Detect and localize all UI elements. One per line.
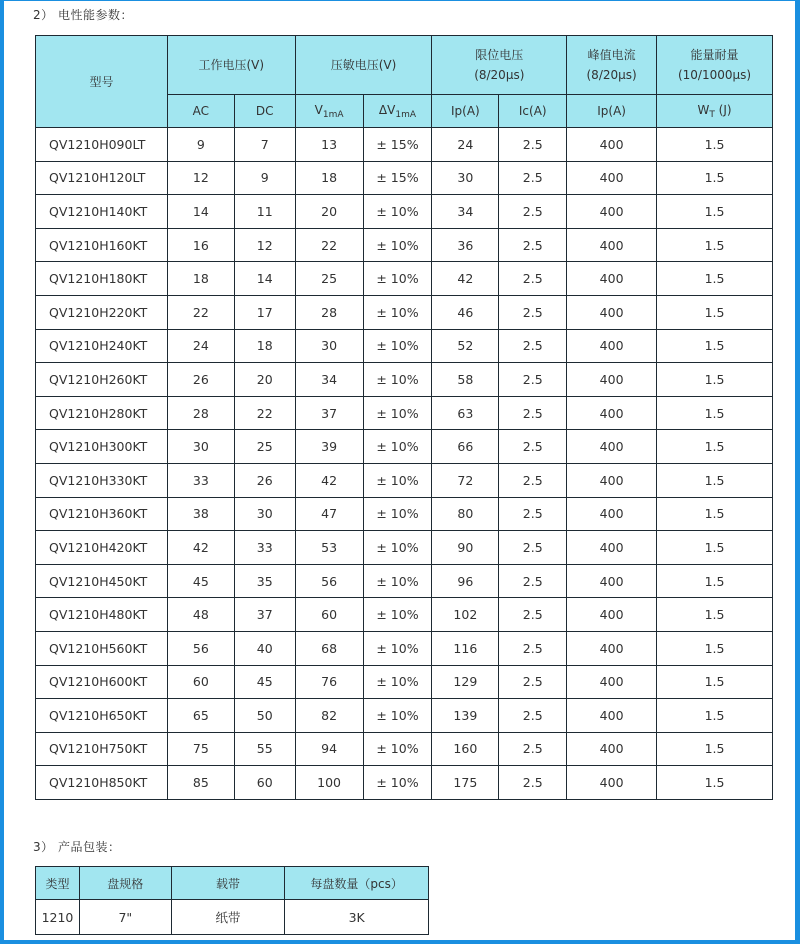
cell-tolerance: ± 10% — [363, 262, 432, 296]
cell-peak-ip: 400 — [567, 128, 657, 162]
cell-ic: 2.5 — [499, 262, 567, 296]
table-row — [36, 430, 773, 464]
header-energy-line1: 能量耐量 — [690, 48, 739, 62]
cell-tolerance: ± 10% — [363, 564, 432, 598]
cell-model: QV1210H120LT — [36, 161, 168, 195]
cell-ac: 18 — [167, 262, 234, 296]
cell-tolerance: ± 10% — [363, 430, 432, 464]
cell-ac: 30 — [167, 430, 234, 464]
cell-model: QV1210H450KT — [36, 564, 168, 598]
subheader-ac: AC — [167, 95, 234, 128]
table-row — [36, 732, 773, 766]
cell-model: QV1210H090LT — [36, 128, 168, 162]
cell-ac: 60 — [167, 665, 234, 699]
subheader-dc: DC — [234, 95, 295, 128]
wt-main: W — [697, 102, 710, 117]
table-row — [36, 161, 773, 195]
wt-sub: T — [709, 109, 715, 120]
cell-tolerance: ± 10% — [363, 195, 432, 229]
cell-v1ma: 18 — [295, 161, 363, 195]
cell-clamp-ip: 116 — [432, 631, 499, 665]
cell-peak-ip: 400 — [567, 329, 657, 363]
cell-energy: 1.5 — [657, 430, 773, 464]
cell-model: QV1210H650KT — [36, 699, 168, 733]
cell-peak-ip: 400 — [567, 262, 657, 296]
pack-header-quantity: 每盘数量（pcs） — [285, 867, 429, 900]
cell-clamp-ip: 24 — [432, 128, 499, 162]
cell-model: QV1210H240KT — [36, 329, 168, 363]
cell-peak-ip: 400 — [567, 665, 657, 699]
table-row — [36, 531, 773, 565]
cell-energy: 1.5 — [657, 363, 773, 397]
cell-energy: 1.5 — [657, 195, 773, 229]
table-row — [36, 564, 773, 598]
cell-energy: 1.5 — [657, 531, 773, 565]
pack-cell-type: 1210 — [36, 900, 80, 935]
cell-tolerance: ± 10% — [363, 631, 432, 665]
table-row — [36, 497, 773, 531]
cell-v1ma: 42 — [295, 463, 363, 497]
table-row — [36, 598, 773, 632]
cell-ic: 2.5 — [499, 128, 567, 162]
cell-model: QV1210H330KT — [36, 463, 168, 497]
cell-v1ma: 68 — [295, 631, 363, 665]
cell-ac: 75 — [167, 732, 234, 766]
v1ma-main: V — [314, 102, 323, 117]
cell-energy: 1.5 — [657, 699, 773, 733]
cell-v1ma: 39 — [295, 430, 363, 464]
cell-peak-ip: 400 — [567, 598, 657, 632]
cell-ic: 2.5 — [499, 732, 567, 766]
cell-v1ma: 94 — [295, 732, 363, 766]
cell-dc: 7 — [234, 128, 295, 162]
cell-energy: 1.5 — [657, 766, 773, 800]
cell-ac: 42 — [167, 531, 234, 565]
cell-v1ma: 22 — [295, 228, 363, 262]
cell-ac: 38 — [167, 497, 234, 531]
cell-dc: 37 — [234, 598, 295, 632]
cell-model: QV1210H260KT — [36, 363, 168, 397]
cell-ac: 26 — [167, 363, 234, 397]
cell-peak-ip: 400 — [567, 766, 657, 800]
cell-clamp-ip: 96 — [432, 564, 499, 598]
cell-ic: 2.5 — [499, 766, 567, 800]
cell-peak-ip: 400 — [567, 363, 657, 397]
cell-v1ma: 53 — [295, 531, 363, 565]
cell-ic: 2.5 — [499, 631, 567, 665]
cell-dc: 26 — [234, 463, 295, 497]
cell-tolerance: ± 10% — [363, 497, 432, 531]
header-energy — [657, 36, 773, 95]
cell-clamp-ip: 80 — [432, 497, 499, 531]
cell-tolerance: ± 10% — [363, 531, 432, 565]
cell-ac: 9 — [167, 128, 234, 162]
cell-ic: 2.5 — [499, 329, 567, 363]
cell-peak-ip: 400 — [567, 631, 657, 665]
cell-tolerance: ± 15% — [363, 161, 432, 195]
cell-peak-ip: 400 — [567, 195, 657, 229]
cell-v1ma: 20 — [295, 195, 363, 229]
cell-model: QV1210H140KT — [36, 195, 168, 229]
cell-tolerance: ± 10% — [363, 228, 432, 262]
cell-dc: 9 — [234, 161, 295, 195]
cell-ic: 2.5 — [499, 430, 567, 464]
cell-energy: 1.5 — [657, 295, 773, 329]
header-peak-current — [567, 36, 657, 95]
param-table-body — [36, 128, 773, 800]
cell-peak-ip: 400 — [567, 732, 657, 766]
electrical-parameters-table — [35, 35, 773, 800]
cell-energy: 1.5 — [657, 128, 773, 162]
cell-peak-ip: 400 — [567, 228, 657, 262]
cell-ac: 22 — [167, 295, 234, 329]
subheader-dv1ma — [363, 95, 432, 128]
cell-dc: 45 — [234, 665, 295, 699]
cell-ac: 12 — [167, 161, 234, 195]
cell-clamp-ip: 30 — [432, 161, 499, 195]
cell-tolerance: ± 10% — [363, 732, 432, 766]
table-row — [36, 665, 773, 699]
cell-ic: 2.5 — [499, 564, 567, 598]
cell-energy: 1.5 — [657, 161, 773, 195]
cell-peak-ip: 400 — [567, 497, 657, 531]
dv1ma-sub: 1mA — [395, 109, 416, 120]
cell-model: QV1210H420KT — [36, 531, 168, 565]
header-clamp-voltage — [432, 36, 567, 95]
cell-ac: 56 — [167, 631, 234, 665]
v1ma-sub: 1mA — [322, 109, 344, 120]
cell-model: QV1210H360KT — [36, 497, 168, 531]
cell-energy: 1.5 — [657, 497, 773, 531]
header-clamp-voltage-line1: 限位电压 — [475, 48, 524, 62]
cell-model: QV1210H600KT — [36, 665, 168, 699]
cell-tolerance: ± 10% — [363, 363, 432, 397]
cell-v1ma: 37 — [295, 396, 363, 430]
pack-header-reel-size: 盘规格 — [79, 867, 171, 900]
header-clamp-voltage-line2: (8/20μs) — [474, 68, 525, 82]
cell-model: QV1210H160KT — [36, 228, 168, 262]
cell-dc: 55 — [234, 732, 295, 766]
header-row — [36, 36, 773, 95]
table-row — [36, 631, 773, 665]
cell-peak-ip: 400 — [567, 699, 657, 733]
subheader-wt — [657, 95, 773, 128]
cell-clamp-ip: 160 — [432, 732, 499, 766]
cell-dc: 40 — [234, 631, 295, 665]
cell-dc: 18 — [234, 329, 295, 363]
cell-ac: 24 — [167, 329, 234, 363]
table-row — [36, 128, 773, 162]
cell-v1ma: 34 — [295, 363, 363, 397]
header-varistor-voltage: 压敏电压(V) — [295, 36, 432, 95]
cell-ac: 48 — [167, 598, 234, 632]
cell-dc: 60 — [234, 766, 295, 800]
cell-energy: 1.5 — [657, 598, 773, 632]
cell-clamp-ip: 129 — [432, 665, 499, 699]
cell-clamp-ip: 102 — [432, 598, 499, 632]
cell-energy: 1.5 — [657, 329, 773, 363]
table-row — [36, 195, 773, 229]
cell-clamp-ip: 46 — [432, 295, 499, 329]
cell-dc: 14 — [234, 262, 295, 296]
table-row — [36, 396, 773, 430]
table-row — [36, 766, 773, 800]
pack-header-type: 类型 — [36, 867, 80, 900]
cell-ic: 2.5 — [499, 497, 567, 531]
header-working-voltage: 工作电压(V) — [167, 36, 295, 95]
packaging-table — [35, 866, 429, 935]
cell-clamp-ip: 34 — [432, 195, 499, 229]
cell-energy: 1.5 — [657, 732, 773, 766]
cell-ac: 85 — [167, 766, 234, 800]
cell-tolerance: ± 10% — [363, 463, 432, 497]
cell-tolerance: ± 10% — [363, 598, 432, 632]
cell-ac: 28 — [167, 396, 234, 430]
cell-energy: 1.5 — [657, 228, 773, 262]
cell-tolerance: ± 10% — [363, 295, 432, 329]
cell-v1ma: 28 — [295, 295, 363, 329]
cell-ic: 2.5 — [499, 531, 567, 565]
cell-peak-ip: 400 — [567, 396, 657, 430]
cell-energy: 1.5 — [657, 665, 773, 699]
pack-header-carrier-tape: 载带 — [171, 867, 285, 900]
cell-v1ma: 13 — [295, 128, 363, 162]
cell-dc: 17 — [234, 295, 295, 329]
cell-model: QV1210H480KT — [36, 598, 168, 632]
cell-energy: 1.5 — [657, 396, 773, 430]
table-row — [36, 329, 773, 363]
cell-ac: 14 — [167, 195, 234, 229]
pack-header-row — [36, 867, 429, 900]
cell-model: QV1210H560KT — [36, 631, 168, 665]
cell-energy: 1.5 — [657, 631, 773, 665]
cell-peak-ip: 400 — [567, 161, 657, 195]
cell-tolerance: ± 10% — [363, 396, 432, 430]
cell-ic: 2.5 — [499, 463, 567, 497]
cell-ic: 2.5 — [499, 699, 567, 733]
cell-dc: 22 — [234, 396, 295, 430]
cell-energy: 1.5 — [657, 463, 773, 497]
cell-model: QV1210H850KT — [36, 766, 168, 800]
cell-dc: 50 — [234, 699, 295, 733]
cell-v1ma: 47 — [295, 497, 363, 531]
subheader-ip: Ip(A) — [432, 95, 499, 128]
cell-v1ma: 60 — [295, 598, 363, 632]
cell-dc: 11 — [234, 195, 295, 229]
cell-ic: 2.5 — [499, 665, 567, 699]
cell-ic: 2.5 — [499, 228, 567, 262]
header-model: 型号 — [36, 36, 168, 128]
cell-ic: 2.5 — [499, 161, 567, 195]
cell-v1ma: 30 — [295, 329, 363, 363]
cell-energy: 1.5 — [657, 564, 773, 598]
cell-peak-ip: 400 — [567, 430, 657, 464]
table-row — [36, 463, 773, 497]
cell-dc: 33 — [234, 531, 295, 565]
cell-dc: 25 — [234, 430, 295, 464]
cell-energy: 1.5 — [657, 262, 773, 296]
cell-ic: 2.5 — [499, 363, 567, 397]
cell-v1ma: 100 — [295, 766, 363, 800]
cell-dc: 12 — [234, 228, 295, 262]
pack-cell-reel-size: 7" — [79, 900, 171, 935]
wt-unit: (J) — [714, 102, 732, 117]
cell-clamp-ip: 52 — [432, 329, 499, 363]
cell-clamp-ip: 58 — [432, 363, 499, 397]
table-row — [36, 228, 773, 262]
table-row — [36, 699, 773, 733]
cell-ac: 16 — [167, 228, 234, 262]
cell-clamp-ip: 63 — [432, 396, 499, 430]
cell-clamp-ip: 36 — [432, 228, 499, 262]
cell-tolerance: ± 10% — [363, 329, 432, 363]
cell-ic: 2.5 — [499, 598, 567, 632]
pack-cell-quantity: 3K — [285, 900, 429, 935]
cell-clamp-ip: 66 — [432, 430, 499, 464]
cell-v1ma: 56 — [295, 564, 363, 598]
cell-tolerance: ± 10% — [363, 699, 432, 733]
cell-peak-ip: 400 — [567, 463, 657, 497]
pack-cell-carrier-tape: 纸带 — [171, 900, 285, 935]
cell-model: QV1210H220KT — [36, 295, 168, 329]
cell-v1ma: 76 — [295, 665, 363, 699]
cell-clamp-ip: 139 — [432, 699, 499, 733]
cell-model: QV1210H180KT — [36, 262, 168, 296]
table-row — [36, 295, 773, 329]
header-peak-current-line1: 峰值电流 — [587, 48, 636, 62]
cell-dc: 35 — [234, 564, 295, 598]
cell-ac: 45 — [167, 564, 234, 598]
subheader-ic: Ic(A) — [499, 95, 567, 128]
cell-model: QV1210H300KT — [36, 430, 168, 464]
cell-dc: 30 — [234, 497, 295, 531]
cell-tolerance: ± 15% — [363, 128, 432, 162]
subheader-ip-peak: Ip(A) — [567, 95, 657, 128]
cell-clamp-ip: 72 — [432, 463, 499, 497]
header-peak-current-line2: (8/20μs) — [586, 68, 637, 82]
cell-ac: 65 — [167, 699, 234, 733]
cell-v1ma: 82 — [295, 699, 363, 733]
cell-peak-ip: 400 — [567, 295, 657, 329]
subheader-v1ma — [295, 95, 363, 128]
cell-peak-ip: 400 — [567, 531, 657, 565]
cell-model: QV1210H280KT — [36, 396, 168, 430]
section-title-packaging: 3） 产品包装： — [33, 840, 121, 854]
cell-dc: 20 — [234, 363, 295, 397]
cell-v1ma: 25 — [295, 262, 363, 296]
cell-ac: 33 — [167, 463, 234, 497]
cell-model: QV1210H750KT — [36, 732, 168, 766]
cell-ic: 2.5 — [499, 195, 567, 229]
section-title-electrical: 2） 电性能参数： — [33, 8, 133, 22]
table-row — [36, 262, 773, 296]
pack-row — [36, 900, 429, 935]
header-energy-line2: (10/1000μs) — [677, 68, 752, 82]
dv1ma-main: ΔV — [378, 102, 396, 117]
cell-clamp-ip: 42 — [432, 262, 499, 296]
cell-clamp-ip: 90 — [432, 531, 499, 565]
table-row — [36, 363, 773, 397]
cell-tolerance: ± 10% — [363, 665, 432, 699]
cell-ic: 2.5 — [499, 396, 567, 430]
cell-tolerance: ± 10% — [363, 766, 432, 800]
cell-clamp-ip: 175 — [432, 766, 499, 800]
cell-peak-ip: 400 — [567, 564, 657, 598]
cell-ic: 2.5 — [499, 295, 567, 329]
